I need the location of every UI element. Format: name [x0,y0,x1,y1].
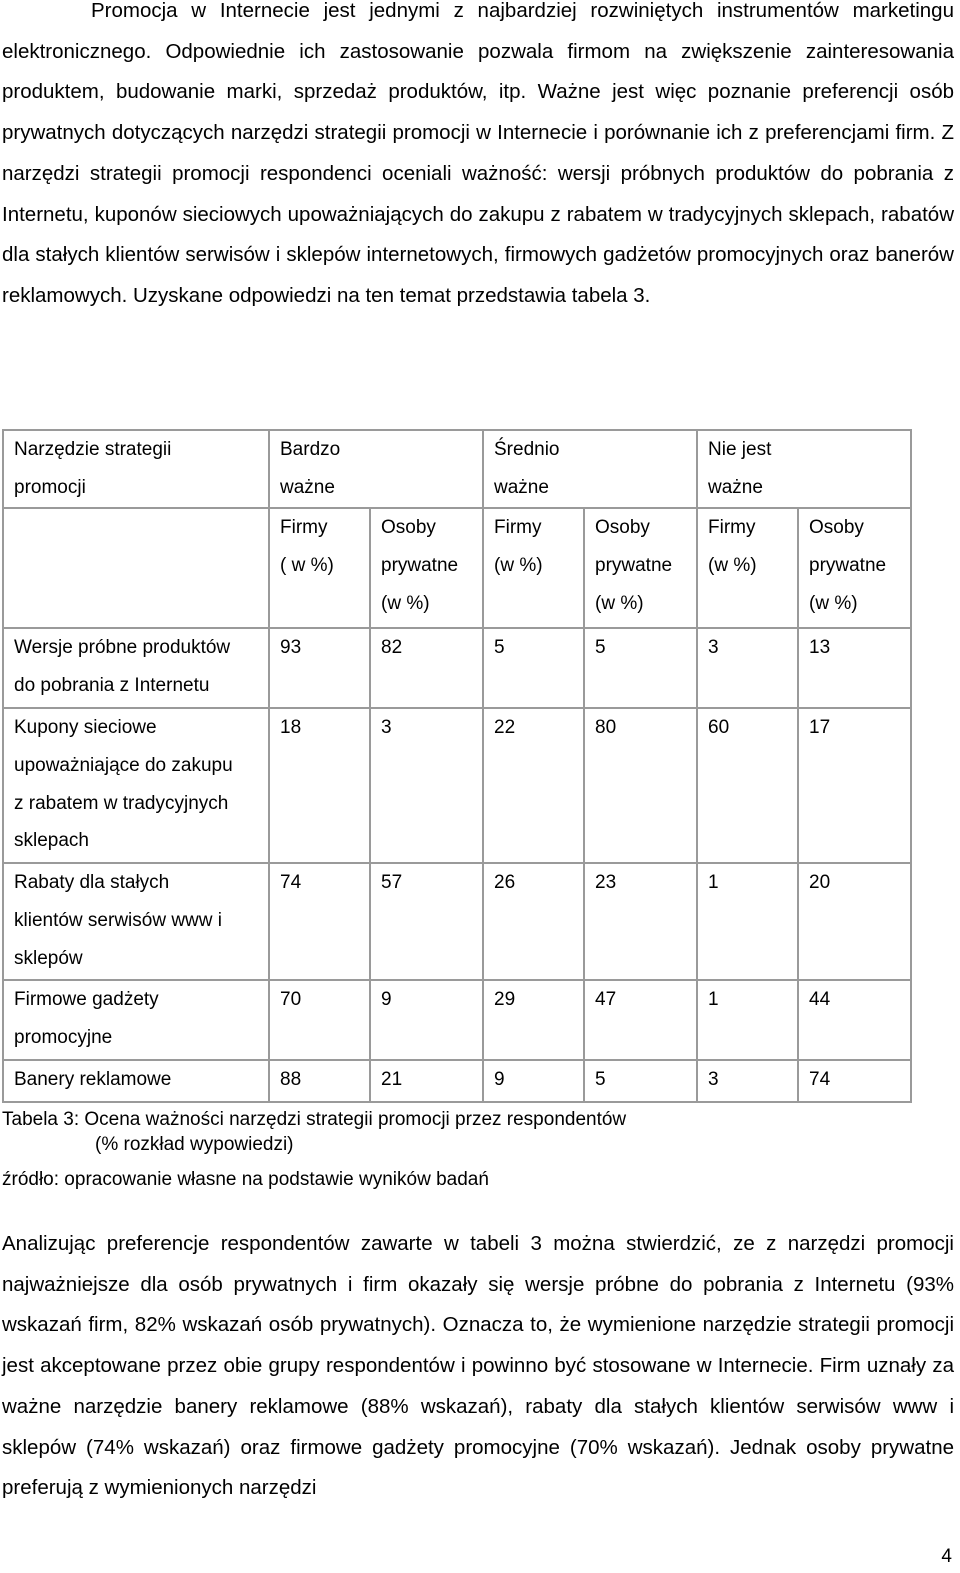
cell-value: 21 [370,1060,483,1102]
subheader: Firmy (w %) [697,508,798,628]
cell-value: 74 [269,863,370,980]
row-label: Kupony sieciowe upoważniające do zakupu z rabatem w tradycyjnych sklepach [3,708,269,863]
table-caption-sub: (% rozkład wypowiedzi) [95,1134,294,1155]
header-tool: Narzędzie strategii promocji [3,430,269,508]
row-label: Wersje próbne produktów do pobrania z Internetu [3,628,269,708]
cell-value: 20 [798,863,911,980]
cell-value: 5 [584,628,697,708]
cell-value: 1 [697,863,798,980]
cell-value: 70 [269,980,370,1060]
page-number: 4 [941,1546,952,1567]
cell-value: 60 [697,708,798,863]
group-header: Bardzo ważne [269,430,370,508]
cell-value: 26 [483,863,584,980]
cell-value: 44 [798,980,911,1060]
analysis-paragraph: Analizując preferencje respondentów zawarte w tabeli 3 można stwierdzić, ze z narzędzi promocji najważniejsze dla osób prywatnych i firm okazały się wersje próbne do pobrania z Internetu (93% wskazań firm, 82% wskazań osób prywatnych). Oznacza to, że wymienione narzędzie strategii promocji jest akceptowane przez obie grupy respondentów i powinno być stosowane w Internecie. Firm uznały za ważne narzędzie banery reklamowe (88% wskazań), rabaty dla stałych klientów serwisów www i sklepów (74% wskazań) oraz firmowe gadżety promocyjne (70% wskazań). Jednak osoby prywatne preferują z wymienionych narzędzi [2,1232,954,1500]
cell-value: 3 [370,708,483,863]
cell-value: 1 [697,980,798,1060]
intro-paragraph-text: Promocja w Internecie jest jednymi z najbardziej rozwiniętych instrumentów marketingu elektronicznego. Odpowiednie ich zastosowanie pozwala firmom na zwiększenie zainteresowania produktem, budowanie marki, sprzedaż produktów, itp. Ważne jest więc poznanie preferencji osób prywatnych dotyczących narzędzi strategii promocji w Internecie i porównanie ich z preferencjami firm. Z narzędzi strategii promocji respondenci oceniali ważność: wersji próbnych produktów do pobrania z Internetu, kuponów sieciowych upoważniających do zakupu z rabatem w tradycyjnych sklepach, rabatów dla stałych klientów serwisów i sklepów internetowych, firmowych gadżetów promocyjnych oraz banerów reklamowych. Uzyskane odpowiedzi na ten temat przedstawia tabela 3. [2,0,954,307]
subheader: Firmy ( w %) [269,508,370,628]
subheader: Osoby prywatne (w %) [798,508,911,628]
cell-value: 3 [697,628,798,708]
cell-value: 74 [798,1060,911,1102]
cell-value: 3 [697,1060,798,1102]
table-subheader-row [3,508,911,628]
cell-value: 23 [584,863,697,980]
cell-value: 57 [370,863,483,980]
group-header: Nie jest ważne [697,430,798,508]
cell-value: 9 [370,980,483,1060]
table-source: źródło: opracowanie własne na podstawie wyników badań [2,1169,489,1190]
cell-value: 47 [584,980,697,1060]
intro-paragraph [2,0,954,317]
subheader: Firmy (w %) [483,508,584,628]
subheader: Osoby prywatne (w %) [370,508,483,628]
table-row [3,708,911,863]
table-row [3,628,911,708]
cell-value: 93 [269,628,370,708]
cell-value: 22 [483,708,584,863]
cell-value: 17 [798,708,911,863]
cell-value: 9 [483,1060,584,1102]
cell-value: 5 [584,1060,697,1102]
table-header-row [3,430,911,508]
cell-value: 88 [269,1060,370,1102]
subheader: Osoby prywatne (w %) [584,508,697,628]
cell-value: 80 [584,708,697,863]
row-label: Rabaty dla stałych klientów serwisów www i sklepów [3,863,269,980]
cell-value: 18 [269,708,370,863]
cell-value: 5 [483,628,584,708]
table-row [3,980,911,1060]
group-header: Średnio ważne [483,430,584,508]
table-row [3,863,911,980]
row-label: Banery reklamowe [3,1060,269,1102]
table-caption: Tabela 3: Ocena ważności narzędzi strategii promocji przez respondentów [2,1109,627,1130]
row-label: Firmowe gadżety promocyjne [3,980,269,1060]
cell-value: 13 [798,628,911,708]
promotion-tools-table [2,429,912,1103]
table-row [3,1060,911,1102]
cell-value: 82 [370,628,483,708]
cell-value: 29 [483,980,584,1060]
